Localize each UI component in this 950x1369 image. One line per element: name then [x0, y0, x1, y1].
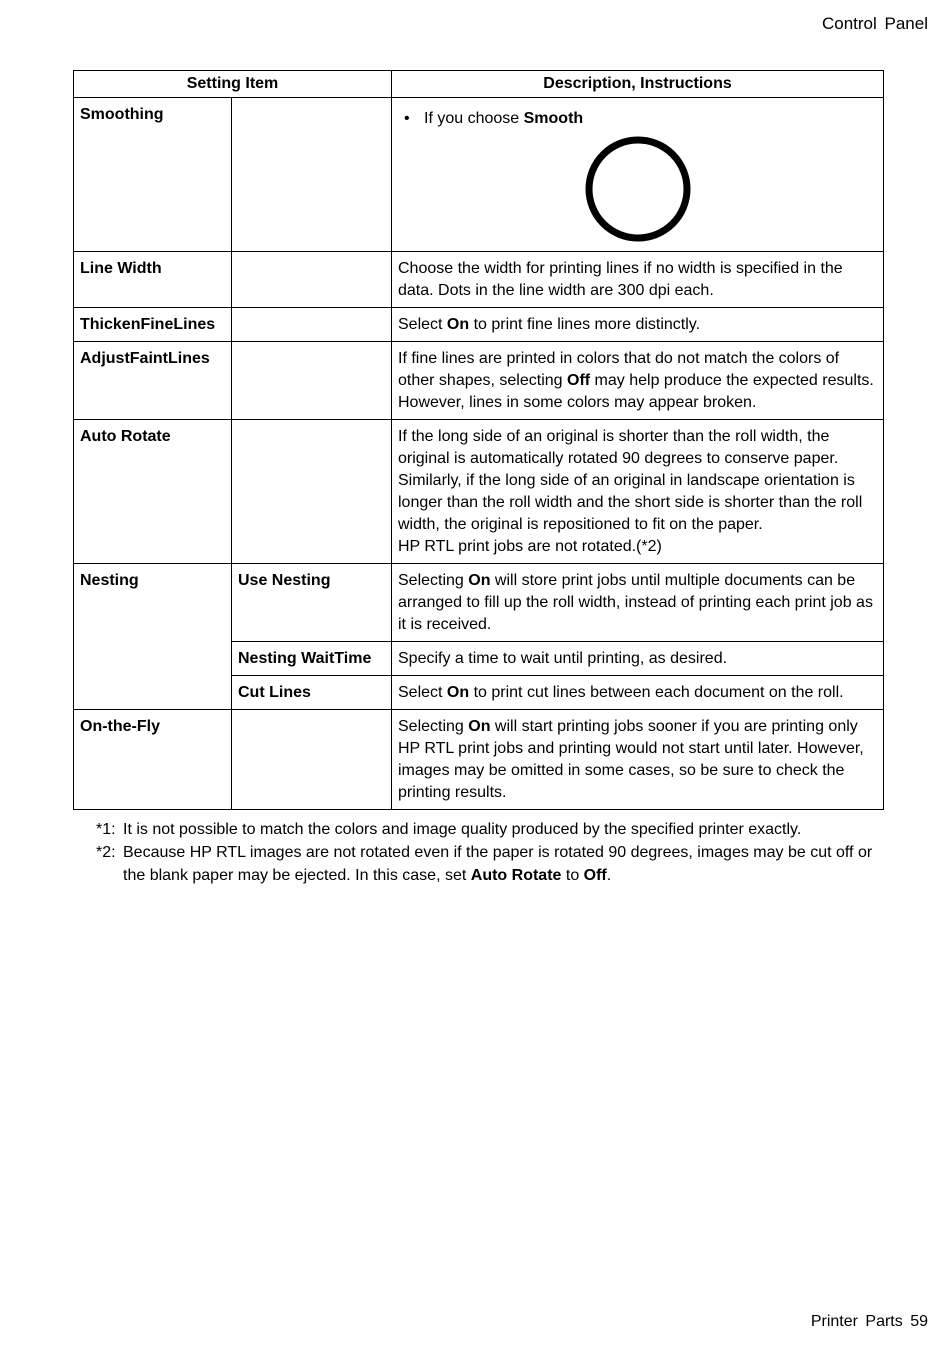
- desc-bold: Off: [567, 372, 591, 389]
- sub-item-nesting-wait-time: Nesting WaitTime: [232, 642, 392, 676]
- table-row: [74, 98, 884, 252]
- sub-item-empty: [232, 420, 392, 564]
- footnote-2: [96, 841, 896, 887]
- desc-line-width: Choose the width for printing lines if no width is specified in the data. Dots in the line width are 300 dpi each.: [392, 252, 884, 308]
- item-auto-rotate: Auto Rotate: [74, 420, 232, 564]
- sub-item-cut-lines: Cut Lines: [232, 676, 392, 710]
- desc-bold: On: [446, 684, 470, 701]
- desc-use-nesting: [392, 564, 884, 642]
- desc-text: Select: [398, 316, 447, 333]
- desc-bold: On: [468, 572, 491, 589]
- desc-text-note: HP RTL print jobs are not rotated.(*2): [398, 538, 662, 555]
- col-header-setting-item: Setting Item: [74, 71, 392, 98]
- desc-text: If the long side of an original is shorter than the roll width, the original is automatically rotated 90 degrees to conserve paper. Similarly, if the long side of an original in landscape orientation is longer than the roll width and the short side is shorter than the roll width, the original is repositioned to fit on the paper.: [398, 428, 863, 533]
- footer-section: Printer Parts: [810, 1313, 903, 1330]
- desc-text: will start printing jobs sooner if you are printing only HP RTL print jobs and printing would not start until later. However, images may be omitted in some cases, so be sure to check the printing results.: [398, 718, 864, 801]
- table-row: [74, 252, 884, 308]
- item-line-width: Line Width: [74, 252, 232, 308]
- footnote-mark: *1:: [96, 821, 116, 838]
- desc-auto-rotate: [392, 420, 884, 564]
- running-footer: [811, 1313, 928, 1331]
- desc-text: Selecting: [398, 572, 469, 589]
- settings-table: [73, 70, 884, 810]
- footnote-text: [123, 841, 896, 887]
- desc-text: may help produce the expected results. However, lines in some colors may appear broken.: [398, 372, 874, 411]
- desc-on-the-fly: [392, 710, 884, 810]
- section-title: Control Panel: [821, 14, 928, 33]
- bullet-line: [398, 108, 877, 130]
- sub-item-use-nesting: Use Nesting: [232, 564, 392, 642]
- page-number: 59: [910, 1313, 928, 1330]
- footnote-text-part: Because HP RTL images are not rotated even if the paper is rotated 90 degrees, images may be cut off or the blank paper may be ejected. In this case, set: [123, 844, 873, 884]
- footnote-text-part: .: [606, 867, 612, 884]
- table-row: [74, 564, 884, 642]
- desc-text: If fine lines are printed in colors that do not match the colors of other shapes, selecting: [398, 350, 840, 389]
- desc-text: If you choose: [424, 110, 524, 127]
- table-row: [74, 420, 884, 564]
- desc-cut-lines: [392, 676, 884, 710]
- footnote-bold: Auto Rotate: [470, 867, 562, 884]
- smooth-circle-icon: [583, 134, 693, 244]
- sub-item-empty: [232, 308, 392, 342]
- desc-text: to print fine lines more distinctly.: [469, 316, 701, 333]
- desc-text: will store print jobs until multiple documents can be arranged to fill up the roll width, instead of printing each print job as it is received.: [398, 572, 873, 633]
- item-nesting: Nesting: [74, 564, 232, 710]
- running-header: [822, 14, 928, 34]
- footnote-1: [96, 818, 896, 841]
- desc-text: Selecting: [398, 718, 469, 735]
- footnote-mark: *2:: [96, 844, 116, 861]
- table-row: [74, 710, 884, 810]
- table-header-row: [74, 71, 884, 98]
- table-row: [74, 308, 884, 342]
- footnote-text: It is not possible to match the colors and image quality produced by the specified printer exactly.: [123, 821, 802, 838]
- sub-item-empty: [232, 98, 392, 252]
- col-header-description: Description, Instructions: [392, 71, 884, 98]
- smooth-sample-figure: [398, 134, 877, 246]
- item-adjust-faint-lines: AdjustFaintLines: [74, 342, 232, 420]
- sub-item-empty: [232, 252, 392, 308]
- footnote-text-part: to: [561, 867, 584, 884]
- desc-text: to print cut lines between each document on the roll.: [469, 684, 844, 701]
- desc-thicken-fine-lines: [392, 308, 884, 342]
- item-on-the-fly: On-the-Fly: [74, 710, 232, 810]
- bullet-icon: •: [404, 110, 410, 127]
- sub-item-empty: [232, 710, 392, 810]
- desc-bold: On: [446, 316, 470, 333]
- desc-nesting-wait-time: Specify a time to wait until printing, as desired.: [392, 642, 884, 676]
- desc-smoothing: [392, 98, 884, 252]
- sub-item-empty: [232, 342, 392, 420]
- desc-text: Select: [398, 684, 447, 701]
- table-row: [74, 342, 884, 420]
- item-thicken-fine-lines: ThickenFineLines: [74, 308, 232, 342]
- item-smoothing: Smoothing: [74, 98, 232, 252]
- desc-bold: Smooth: [523, 110, 584, 127]
- desc-adjust-faint-lines: [392, 342, 884, 420]
- footnote-bold: Off: [583, 867, 607, 884]
- desc-bold: On: [468, 718, 491, 735]
